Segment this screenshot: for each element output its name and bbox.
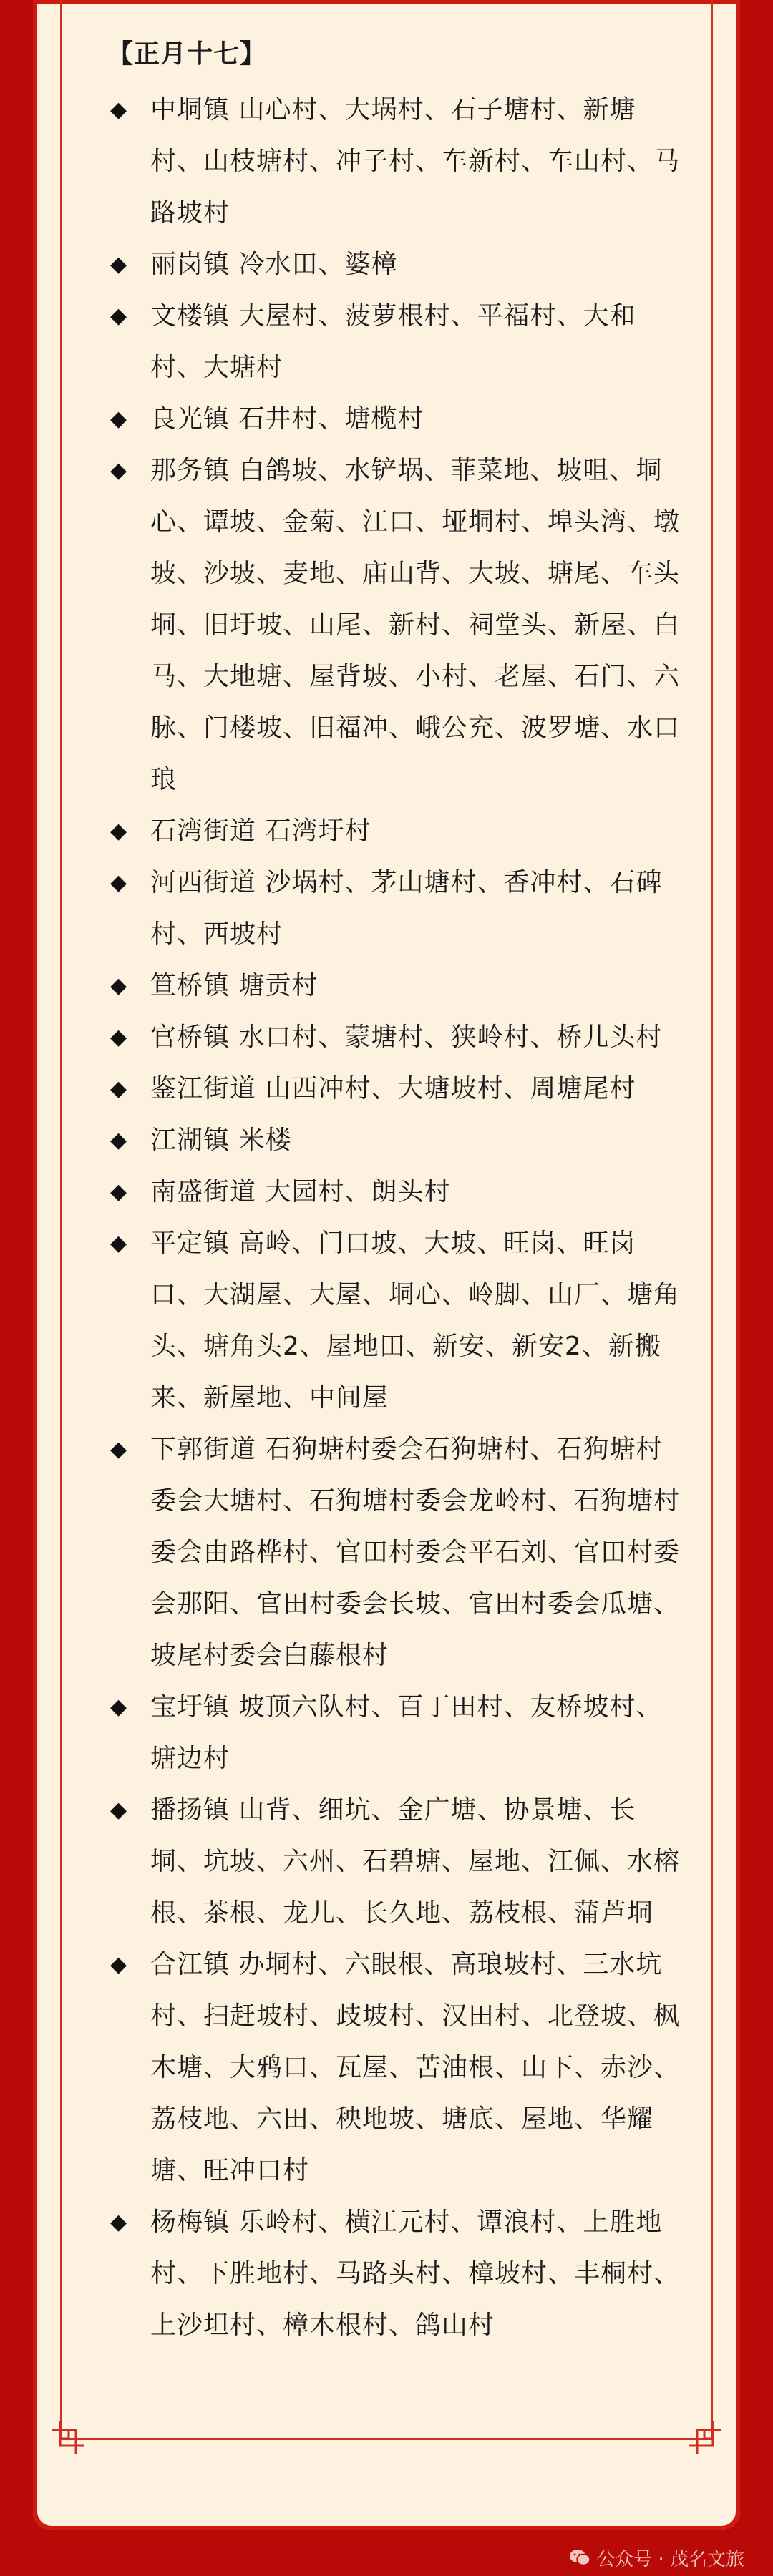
bullet-icon: ◆ — [110, 1231, 128, 1256]
bullet-icon: ◆ — [110, 1437, 128, 1462]
village-list: 乐岭村、横江元村、谭浪村、上胜地村、下胜地村、马路头村、樟坡村、丰桐村、上沙坦村、樟木根村、鸽山村 — [150, 2207, 681, 2340]
list-item — [107, 1012, 680, 1063]
bullet-icon: ◆ — [110, 1128, 128, 1153]
list-item — [107, 1424, 680, 1682]
list-item — [107, 394, 680, 445]
list-item — [107, 2197, 680, 2351]
bullet-icon: ◆ — [110, 1694, 128, 1719]
watermark-text: 公众号 · 茂名文旅 — [596, 2548, 744, 2570]
village-list: 塘贡村 — [238, 971, 319, 1000]
list-item — [107, 1218, 680, 1424]
bullet-icon: ◆ — [110, 1952, 128, 1977]
bullet-icon: ◆ — [110, 97, 128, 122]
corner-ornament-icon — [50, 2420, 86, 2456]
list-item — [107, 806, 680, 857]
list-item — [107, 1115, 680, 1166]
wechat-icon — [569, 2548, 590, 2567]
bullet-icon: ◆ — [110, 303, 128, 328]
schedule-list — [107, 29, 680, 2351]
bullet-icon: ◆ — [110, 1179, 128, 1204]
bullet-icon: ◆ — [110, 1797, 128, 1823]
list-item — [107, 1939, 680, 2197]
village-list: 石井村、塘榄村 — [238, 404, 424, 434]
bullet-icon: ◆ — [110, 973, 128, 998]
town-name: 下郭街道 — [150, 1435, 257, 1464]
list-item — [107, 84, 680, 239]
list-item — [107, 239, 680, 291]
town-name: 那务镇 — [150, 456, 230, 485]
town-name: 官桥镇 — [150, 1023, 230, 1052]
town-name: 播扬镇 — [150, 1795, 230, 1825]
town-name: 中垌镇 — [150, 95, 230, 125]
bullet-icon: ◆ — [110, 1076, 128, 1101]
town-name: 宝圩镇 — [150, 1692, 230, 1722]
village-list: 坡顶六队村、百丁田村、友桥坡村、塘边村 — [150, 1692, 663, 1773]
list-item — [107, 1785, 680, 1939]
bullet-icon: ◆ — [110, 2210, 128, 2235]
town-name: 南盛街道 — [150, 1177, 257, 1206]
bullet-icon: ◆ — [110, 406, 128, 431]
village-list: 白鸽坡、水铲埚、菲菜地、坡咀、垌心、谭坡、金菊、江口、垭垌村、埠头湾、墩坡、沙坡、麦地、庙山背、大坡、塘尾、车头垌、旧圩坡、山尾、新村、祠堂头、新屋、白马、大地塘、屋背坡、小村、老屋、石门、六脉、门楼坡、旧福冲、峨公充、波罗塘、水口琅 — [150, 456, 681, 794]
village-list: 沙埚村、茅山塘村、香冲村、石碑村、西坡村 — [150, 868, 663, 949]
village-list: 山西冲村、大塘坡村、周塘尾村 — [265, 1074, 636, 1103]
village-list: 办垌村、六眼根、高琅坡村、三水坑村、扫赶坡村、歧坡村、汉田村、北登坡、枫木塘、大鸦口、瓦屋、苦油根、山下、赤沙、荔枝地、六田、秧地坡、塘底、屋地、华耀塘、旺冲口村 — [150, 1950, 681, 2185]
village-list: 高岭、门口坡、大坡、旺岗、旺岗口、大湖屋、大屋、垌心、岭脚、山厂、塘角头、塘角头2、屋地田、新安、新安2、新搬来、新屋地、中间屋 — [150, 1229, 681, 1413]
town-name: 丽岗镇 — [150, 250, 230, 279]
village-list: 米楼 — [238, 1126, 292, 1155]
town-name: 文楼镇 — [150, 301, 230, 331]
town-name: 鉴江街道 — [150, 1074, 257, 1103]
entries-list — [107, 84, 680, 2351]
bullet-icon: ◆ — [110, 458, 128, 483]
town-name: 石湾街道 — [150, 816, 257, 846]
village-list: 冷水田、婆樟 — [238, 250, 398, 279]
village-list: 大屋村、菠萝根村、平福村、大和村、大塘村 — [150, 301, 636, 382]
bullet-icon: ◆ — [110, 819, 128, 844]
list-item — [107, 960, 680, 1012]
bullet-icon: ◆ — [110, 870, 128, 895]
village-list: 石湾圩村 — [265, 816, 371, 846]
village-list: 石狗塘村委会石狗塘村、石狗塘村委会大塘村、石狗塘村委会龙岭村、石狗塘村委会由路桦村、官田村委会平石刘、官田村委会那阳、官田村委会长坡、官田村委会瓜塘、坡尾村委会白藤根村 — [150, 1435, 681, 1670]
bullet-icon: ◆ — [110, 252, 128, 277]
village-list: 大园村、朗头村 — [265, 1177, 451, 1206]
list-item — [107, 1682, 680, 1785]
list-item — [107, 1166, 680, 1218]
town-name: 杨梅镇 — [150, 2207, 230, 2237]
town-name: 合江镇 — [150, 1950, 230, 1979]
town-name: 江湖镇 — [150, 1126, 230, 1155]
town-name: 平定镇 — [150, 1229, 230, 1258]
watermark — [569, 2546, 744, 2569]
list-item — [107, 857, 680, 960]
corner-ornament-icon — [687, 2420, 723, 2456]
bullet-icon: ◆ — [110, 1025, 128, 1050]
village-list: 水口村、蒙塘村、狭岭村、桥儿头村 — [238, 1023, 663, 1052]
town-name: 河西街道 — [150, 868, 257, 897]
village-list: 山心村、大埚村、石子塘村、新塘村、山枝塘村、冲子村、车新村、车山村、马路坡村 — [150, 95, 681, 228]
list-item — [107, 291, 680, 394]
list-item — [107, 1063, 680, 1115]
village-list: 山背、细坑、金广塘、协景塘、长垌、坑坡、六州、石碧塘、屋地、江佩、水榕根、茶根、龙儿、长久地、荔枝根、蒲芦垌 — [150, 1795, 681, 1928]
town-name: 笪桥镇 — [150, 971, 230, 1000]
town-name: 良光镇 — [150, 404, 230, 434]
section-title: 【正月十七】 — [107, 39, 267, 69]
list-item — [107, 445, 680, 806]
